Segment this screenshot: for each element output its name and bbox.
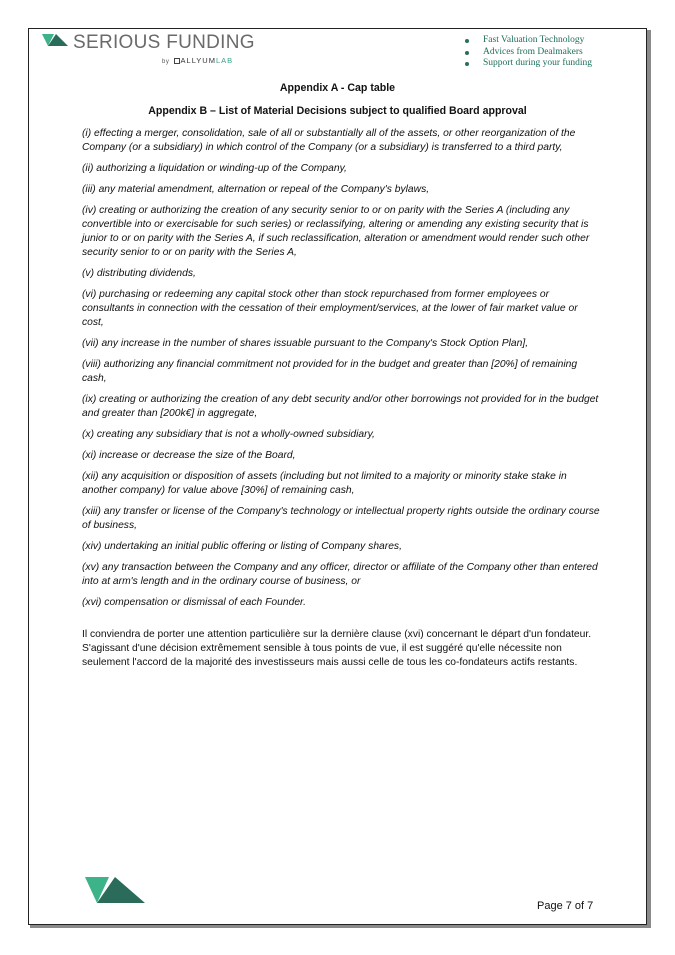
logo-subtitle bbox=[162, 56, 233, 65]
logo-lab: LAB bbox=[215, 56, 234, 65]
clause-item: (xv) any transaction between the Company and any officer, director or affiliate of the Company other than entered into at arm's length and in the ordinary course of business, or bbox=[82, 562, 598, 587]
clause-item: (vi) purchasing or redeeming any capital stock other than stock repurchased from former employees or consultants in connection with the cessation of their employment/services, at the lower of fair market value or cost, bbox=[82, 289, 578, 328]
header-bullet-item: Support during your funding bbox=[463, 58, 592, 70]
header-bullet-item: Fast Valuation Technology bbox=[463, 35, 592, 47]
appendix-a-heading: Appendix A - Cap table bbox=[279, 82, 396, 94]
clause-item: (iii) any material amendment, alternation or repeal of the Company's bylaws, bbox=[82, 184, 430, 195]
serious-funding-logo bbox=[42, 32, 255, 65]
header-bullet-item: Advices from Dealmakers bbox=[463, 47, 592, 59]
footer-logo bbox=[85, 876, 147, 911]
footer-logo-icon bbox=[85, 876, 147, 906]
clause-item: (viii) authorizing any financial commitment not provided for in the budget and greater than [20%] of remaining cash, bbox=[82, 359, 578, 384]
clause-item: (xiii) any transfer or license of the Company's technology or intellectual property rights outside the ordinary course of business, bbox=[82, 506, 600, 531]
logo-text: SERIOUS FUNDING bbox=[73, 32, 255, 53]
clause-item: (xvi) compensation or dismissal of each Founder. bbox=[82, 597, 306, 608]
logo-by: by bbox=[162, 59, 170, 65]
material-decisions-list bbox=[82, 127, 602, 617]
allyum-mark-icon bbox=[174, 58, 180, 64]
page-shadow bbox=[647, 30, 651, 927]
clause-item: (xiv) undertaking an initial public offering or listing of Company shares, bbox=[82, 541, 402, 552]
clause-item: (iv) creating or authorizing the creation of any security senior to or on parity with the Series A (including any convertible into or exercisable for such series) or reclassifying, altering or amending any existing security that is junior to or on parity with the Series A, if such reclassification, alteration or amendment would render such other security senior to or on parity with the Series A, bbox=[82, 205, 590, 258]
clause-item: (ii) authorizing a liquidation or winding-up of the Company, bbox=[82, 163, 347, 174]
clause-item: (ix) creating or authorizing the creation of any debt security and/or other borrowings not provided for in the budget and greater than [200k€] in aggregate, bbox=[82, 394, 599, 419]
appendix-b-heading: Appendix B – List of Material Decisions subject to qualified Board approval bbox=[148, 105, 527, 117]
header-bullet-list bbox=[463, 35, 592, 70]
founder-clause-note: Il conviendra de porter une attention particulière sur la dernière clause (xvi) concernant le départ d'un fondateur. S'agissant d'une décision extrêmement sensible à tous points de vue, il est suggéré qu'elle nécessite non seulement l'accord de la majorité des investisseurs mais aussi celle de tous les co-fondateurs actifs restants. bbox=[82, 629, 592, 668]
clause-item: (v) distributing dividends, bbox=[82, 268, 196, 279]
clause-item: (i) effecting a merger, consolidation, sale of all or substantially all of the assets, or other reorganization of the Company (or a subsidiary) in which control of the Company (or a subsidiary) is transferred to a third party, bbox=[82, 128, 576, 153]
clause-item: (vii) any increase in the number of shares issuable pursuant to the Company's Stock Option Plan], bbox=[82, 338, 529, 349]
serious-funding-logo-icon bbox=[42, 33, 72, 49]
clause-item: (xi) increase or decrease the size of the Board, bbox=[82, 450, 296, 461]
clause-item: (xii) any acquisition or disposition of assets (including but not limited to a majority or minority stake stake in another company) for value above [30%] of remaining cash, bbox=[82, 471, 567, 496]
page-shadow bbox=[30, 925, 651, 928]
clause-item: (x) creating any subsidiary that is not a wholly-owned subsidiary, bbox=[82, 429, 375, 440]
page-number: Page 7 of 7 bbox=[537, 900, 594, 912]
logo-allyum: ALLYUM bbox=[180, 56, 216, 65]
